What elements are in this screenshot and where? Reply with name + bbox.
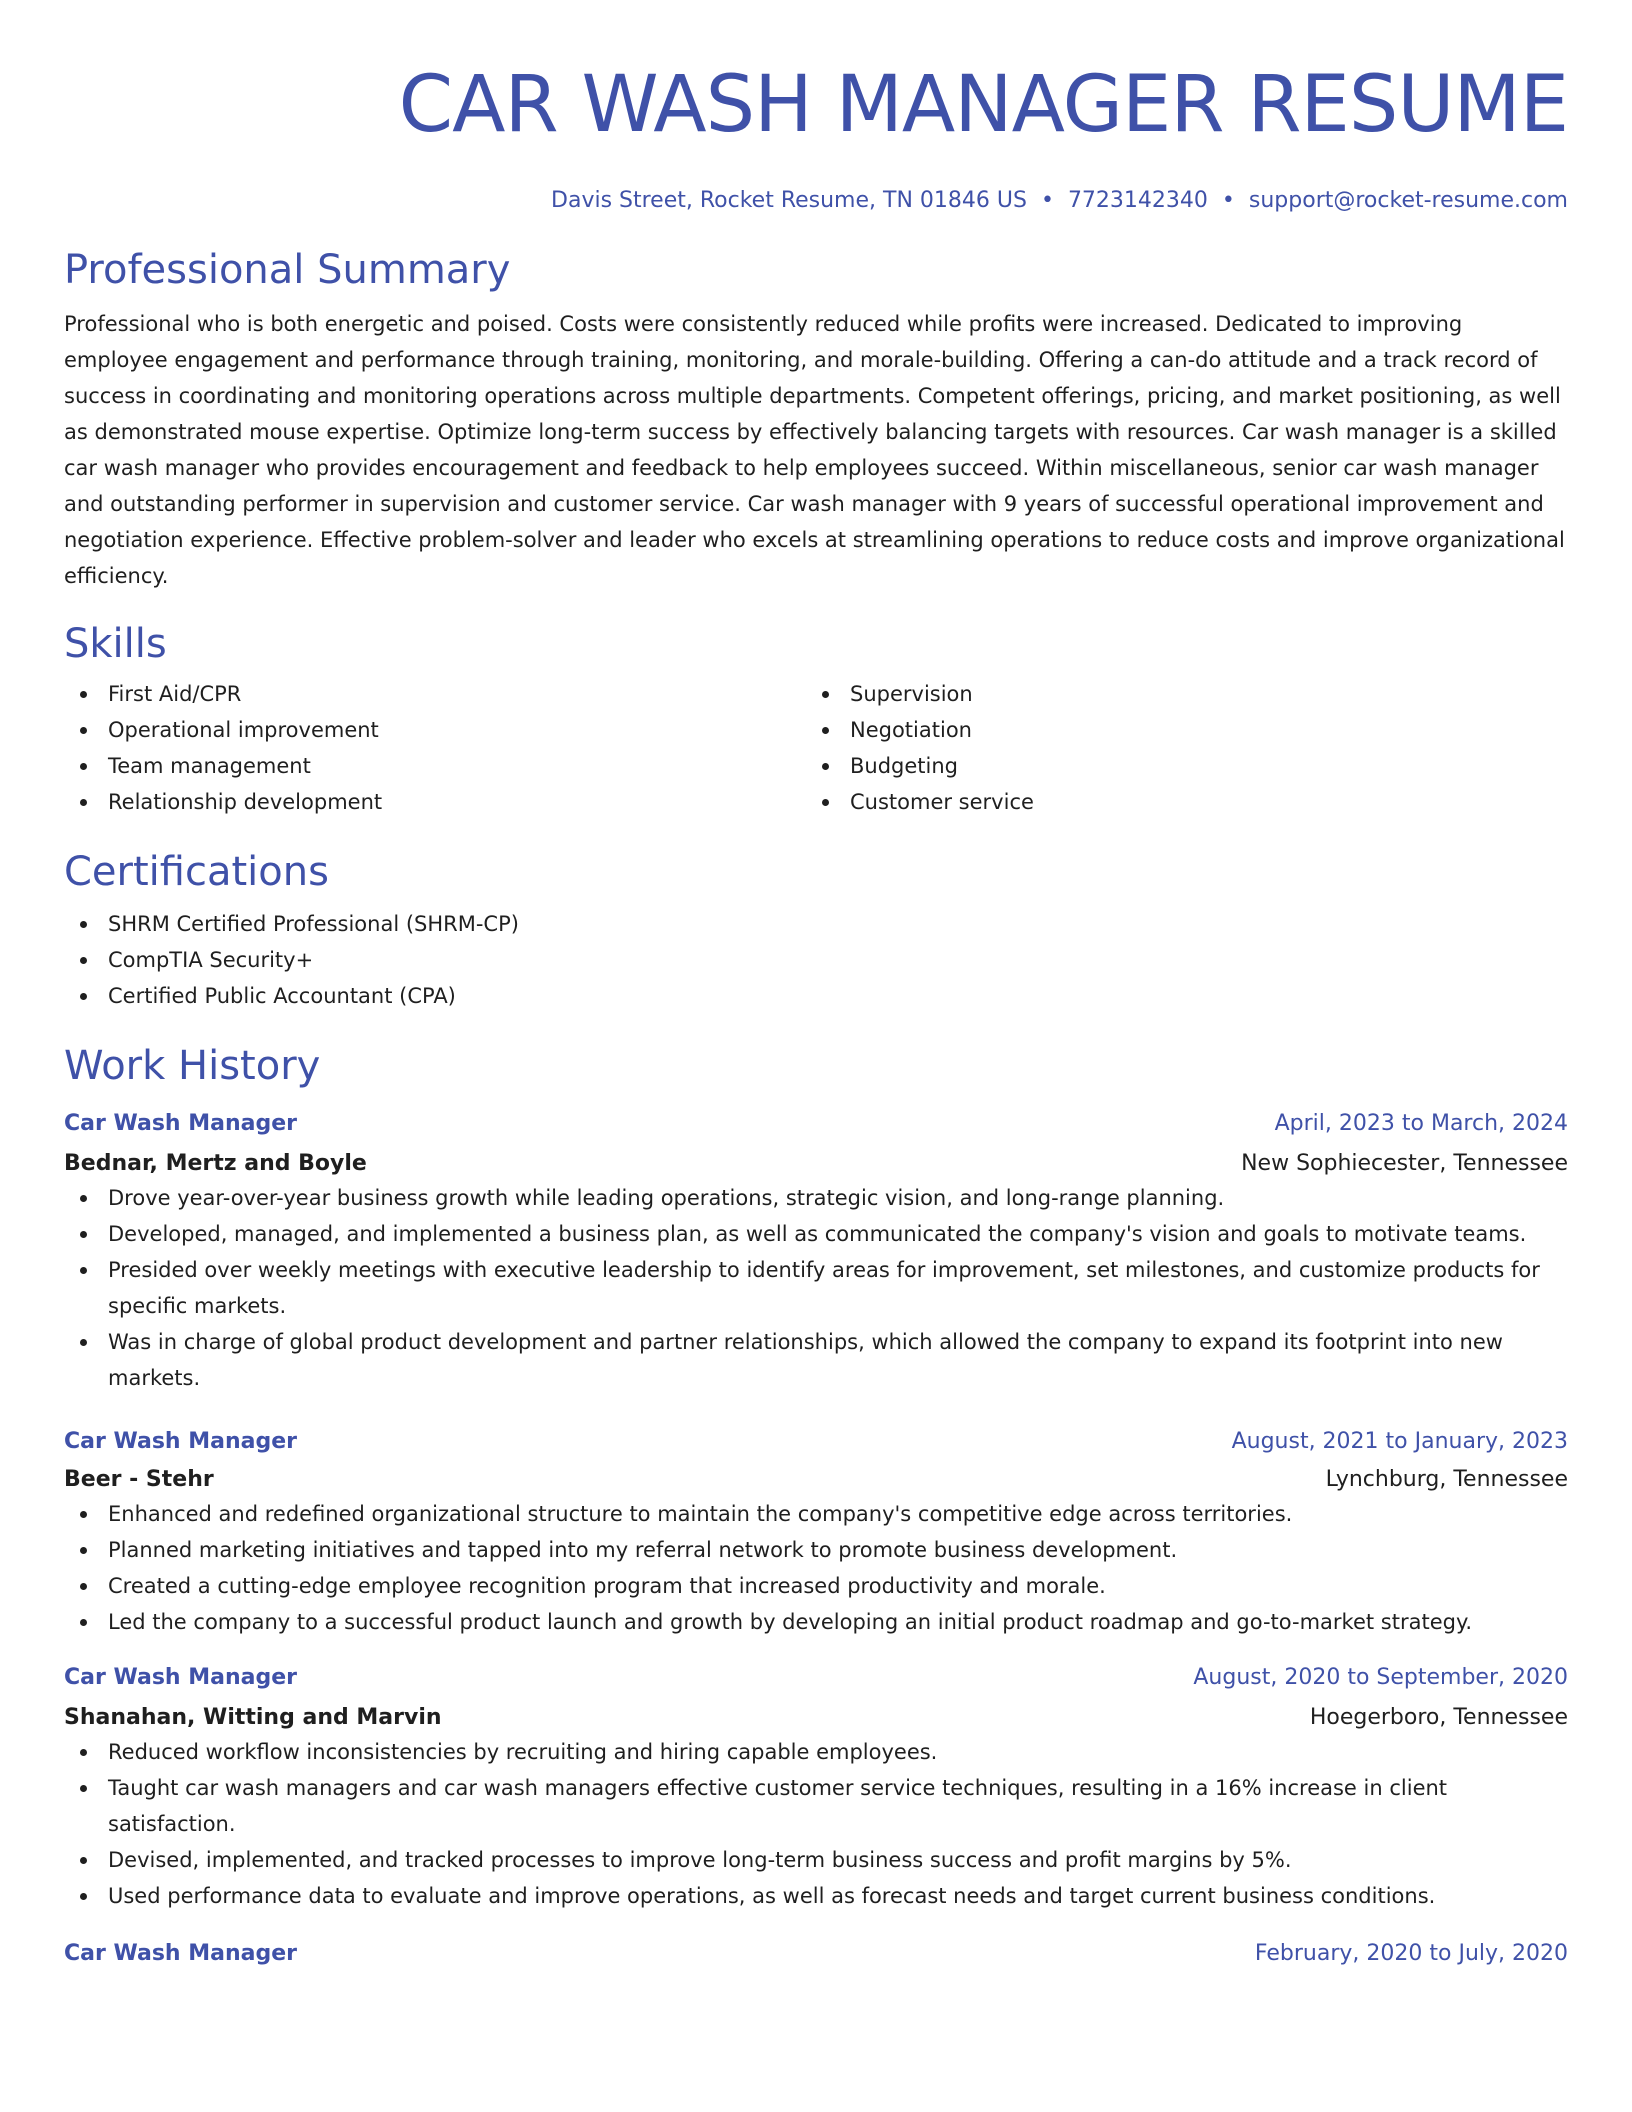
job-entry <box>64 1662 1568 1914</box>
certifications-heading: Certifications <box>64 849 329 895</box>
skills-columns <box>64 676 1568 820</box>
certification-item: CompTIA Security+ <box>64 942 1568 978</box>
skill-item: Operational improvement <box>64 712 806 748</box>
job-location: New Sophiecester, Tennessee <box>1241 1151 1568 1176</box>
job-company: Shanahan, Witting and Marvin <box>64 1705 442 1730</box>
certifications-section <box>64 848 1568 1014</box>
job-bullet-list <box>64 1734 1568 1914</box>
job-bullet-list <box>64 1180 1568 1396</box>
job-title: Car Wash Manager <box>64 1941 298 1966</box>
job-dates: February, 2020 to July, 2020 <box>1254 1941 1568 1966</box>
skills-section <box>64 620 1568 820</box>
job-dates: August, 2020 to September, 2020 <box>1193 1665 1568 1690</box>
job-subheader <box>64 1464 1568 1496</box>
skill-item: Team management <box>64 748 806 784</box>
job-company: Beer - Stehr <box>64 1467 214 1492</box>
job-bullet: Led the company to a successful product launch and growth by developing an initial product roadmap and go-to-market strategy. <box>64 1604 1568 1640</box>
skill-item: Relationship development <box>64 784 806 820</box>
skills-heading: Skills <box>64 621 167 667</box>
job-bullet: Devised, implemented, and tracked processes to improve long-term business success and profit margins by 5%. <box>64 1842 1568 1878</box>
job-entry <box>64 1426 1568 1640</box>
skill-item: First Aid/CPR <box>64 676 806 712</box>
job-entry <box>64 1108 1568 1396</box>
job-title: Car Wash Manager <box>64 1429 298 1454</box>
summary-section <box>64 246 1568 594</box>
job-bullet: Used performance data to evaluate and improve operations, as well as forecast needs and target current business conditions. <box>64 1878 1568 1914</box>
contact-phone: 7723142340 <box>1067 188 1208 213</box>
job-title: Car Wash Manager <box>64 1111 298 1136</box>
skills-list-right <box>806 676 1548 820</box>
contact-separator: • <box>1221 188 1235 213</box>
job-bullet: Planned marketing initiatives and tapped into my referral network to promote business development. <box>64 1532 1568 1568</box>
job-header <box>64 1938 1568 1970</box>
job-entry <box>64 1938 1568 1970</box>
job-bullet: Drove year-over-year business growth while leading operations, strategic vision, and long-range planning. <box>64 1180 1568 1216</box>
work-history-heading: Work History <box>64 1043 321 1089</box>
work-history-section <box>64 1042 1568 1970</box>
skill-item: Budgeting <box>806 748 1548 784</box>
skills-list-left <box>64 676 806 820</box>
skill-item: Negotiation <box>806 712 1548 748</box>
job-bullet-list <box>64 1496 1568 1640</box>
summary-text: Professional who is both energetic and poised. Costs were consistently reduced while profits were increased. Dedicated to improving employee engagement and performance through training, monitoring, and morale-building. Offering a can-do attitude and a track record of success in coordinating and monitoring operations across multiple departments. Competent offerings, pricing, and market positioning, as well as demonstrated mouse expertise. Optimize long-term success by effectively balancing targets with resources. Car wash manager is a skilled car wash manager who provides encouragement and feedback to help employees succeed. Within miscellaneous, senior car wash manager and outstanding performer in supervision and customer service. Car wash manager with 9 years of successful operational improvement and negotiation experience. Effective problem-solver and leader who excels at streamlining operations to reduce costs and improve organizational efficiency. <box>64 312 1565 588</box>
skill-item: Supervision <box>806 676 1548 712</box>
resume-title: CAR WASH MANAGER RESUME <box>398 60 1568 150</box>
job-dates: April, 2023 to March, 2024 <box>1274 1111 1568 1136</box>
job-bullet: Taught car wash managers and car wash managers effective customer service techniques, resulting in a 16% increase in client satisfaction. <box>64 1770 1568 1842</box>
contact-address: Davis Street, Rocket Resume, TN 01846 US <box>551 188 1027 213</box>
job-subheader <box>64 1148 1568 1180</box>
job-subheader <box>64 1702 1568 1734</box>
job-location: Lynchburg, Tennessee <box>1325 1467 1568 1492</box>
job-bullet: Presided over weekly meetings with executive leadership to identify areas for improvement, set milestones, and customize products for specific markets. <box>64 1252 1568 1324</box>
job-title: Car Wash Manager <box>64 1665 298 1690</box>
certifications-list <box>64 906 1568 1014</box>
contact-email[interactable]: support@rocket-resume.com <box>1248 188 1568 213</box>
job-bullet: Developed, managed, and implemented a business plan, as well as communicated the company's vision and goals to motivate teams. <box>64 1216 1568 1252</box>
skill-item: Customer service <box>806 784 1548 820</box>
job-bullet: Created a cutting-edge employee recognition program that increased productivity and morale. <box>64 1568 1568 1604</box>
contact-line <box>64 186 1568 216</box>
job-header <box>64 1426 1568 1458</box>
job-bullet: Was in charge of global product development and partner relationships, which allowed the company to expand its footprint into new markets. <box>64 1324 1568 1396</box>
job-company: Bednar, Mertz and Boyle <box>64 1151 367 1176</box>
job-header <box>64 1108 1568 1140</box>
job-location: Hoegerboro, Tennessee <box>1309 1705 1568 1730</box>
job-dates: August, 2021 to January, 2023 <box>1231 1429 1568 1454</box>
resume-page <box>64 0 1568 2112</box>
contact-separator: • <box>1040 188 1054 213</box>
certification-item: Certified Public Accountant (CPA) <box>64 978 1568 1014</box>
job-header <box>64 1662 1568 1694</box>
job-bullet: Enhanced and redefined organizational structure to maintain the company's competitive edge across territories. <box>64 1496 1568 1532</box>
certification-item: SHRM Certified Professional (SHRM-CP) <box>64 906 1568 942</box>
job-bullet: Reduced workflow inconsistencies by recruiting and hiring capable employees. <box>64 1734 1568 1770</box>
summary-heading: Professional Summary <box>64 247 511 293</box>
